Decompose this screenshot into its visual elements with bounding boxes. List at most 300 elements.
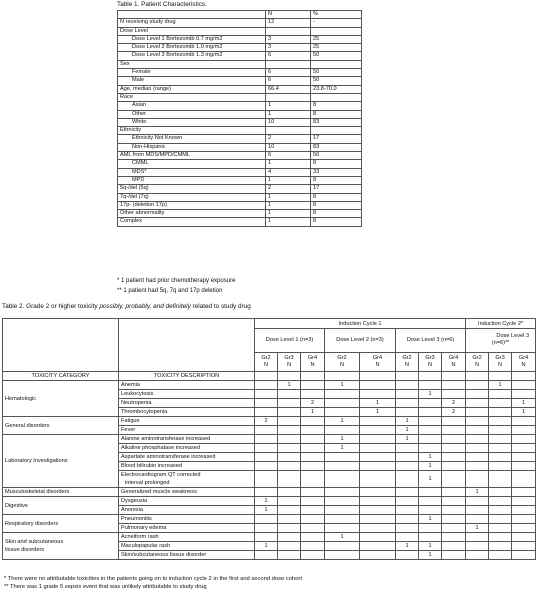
count-cell: [278, 488, 301, 497]
count-cell: [442, 444, 466, 453]
table-row: [3, 381, 536, 390]
row-pct: 17: [311, 135, 362, 143]
row-label: Ethnicity Not Known: [118, 135, 266, 143]
grade-header-cell: [466, 352, 489, 371]
count-cell: 1: [278, 381, 301, 390]
count-cell: [419, 524, 442, 533]
count-cell: [466, 381, 489, 390]
table-row: [118, 168, 362, 176]
table-row: [118, 110, 362, 118]
count-cell: [278, 497, 301, 506]
grade-n-label: N: [475, 361, 480, 368]
row-pct: [311, 60, 362, 68]
row-pct: 83: [311, 118, 362, 126]
toxicity-description: [119, 551, 255, 560]
row-n: 1: [266, 201, 311, 209]
count-cell: [325, 515, 360, 524]
row-label: Dose Level 2 Bortezomib 1.0 mg/m2: [118, 44, 266, 52]
dose-level-3-cycle2-header: [466, 329, 536, 353]
count-cell: [301, 488, 325, 497]
cycle1-header: Induction Cycle 1: [255, 319, 466, 329]
count-cell: [360, 453, 396, 462]
row-pct: -: [311, 19, 362, 27]
row-n: 1: [266, 193, 311, 201]
count-cell: 1: [396, 417, 419, 426]
count-cell: [512, 515, 536, 524]
row-label: Non-Hispanic: [118, 143, 266, 151]
table1-notes: [117, 276, 235, 296]
count-cell: [512, 471, 536, 488]
toxicity-description: [119, 497, 255, 506]
toxicity-category-label: Laboratory Investigations: [5, 458, 68, 464]
column-label-category: TOXICITY CATEGORY: [3, 372, 119, 381]
toxicity-description: [119, 444, 255, 453]
cycle2-header: Induction Cycle 2*: [466, 319, 536, 329]
row-n: 6: [266, 152, 311, 160]
grade-header-cell: [278, 352, 301, 371]
count-cell: 1: [489, 381, 512, 390]
count-cell: [325, 390, 360, 399]
grade-label: Gr4: [518, 354, 529, 361]
count-cell: [278, 444, 301, 453]
count-cell: 1: [255, 497, 278, 506]
count-cell: [512, 551, 536, 560]
count-cell: [442, 488, 466, 497]
count-cell: [466, 390, 489, 399]
count-cell: [301, 390, 325, 399]
patient-characteristics-body: [118, 11, 362, 227]
count-cell: [396, 515, 419, 524]
count-cell: 1: [512, 408, 536, 417]
count-cell: [278, 506, 301, 515]
count-cell: [512, 390, 536, 399]
table-row: [3, 435, 536, 444]
row-label: 17p- (deletion 17p): [118, 201, 266, 209]
toxicity-table-body: [3, 319, 536, 560]
count-cell: [466, 444, 489, 453]
grade-n-label: N: [521, 361, 526, 368]
column-label-blank: [512, 372, 536, 381]
grade-header-cell: [419, 352, 442, 371]
row-label: 7q-/del (7q): [118, 193, 266, 201]
grade-header-cell: [360, 352, 396, 371]
count-cell: 1: [325, 435, 360, 444]
row-pct: 17: [311, 185, 362, 193]
table-row: [118, 152, 362, 160]
row-pct: 50: [311, 152, 362, 160]
count-cell: [442, 417, 466, 426]
toxicity-description-label-line2: interval prolonged: [125, 480, 170, 486]
row-pct: 8: [311, 201, 362, 209]
grade-header-cell: [512, 352, 536, 371]
grade-header-cell: [255, 352, 278, 371]
count-cell: [419, 435, 442, 444]
grade-label: Gr2: [261, 354, 271, 361]
patient-characteristics-table: [117, 10, 362, 227]
count-cell: [301, 381, 325, 390]
table-row: [118, 210, 362, 218]
toxicity-category: [3, 497, 119, 515]
table-row: [118, 27, 362, 35]
table-row: [118, 44, 362, 52]
toxicity-category: [3, 488, 119, 497]
count-cell: [489, 417, 512, 426]
count-cell: 1: [360, 408, 396, 417]
table1-note: ** 1 patient had 5q, 7q and 17p deletion: [117, 288, 223, 294]
table2-caption-text: Table 2. Grade 2 or higher toxicity: [2, 303, 100, 310]
column-label-blank: [325, 372, 360, 381]
table-row: [118, 77, 362, 85]
row-n: 4: [266, 168, 311, 176]
toxicity-description: [119, 506, 255, 515]
row-label: Asian: [118, 102, 266, 110]
count-cell: 1: [360, 399, 396, 408]
column-label-blank: [442, 372, 466, 381]
toxicity-description-label: Acneiform rash: [121, 534, 159, 540]
count-cell: [442, 435, 466, 444]
count-cell: [255, 390, 278, 399]
toxicity-description-label: Fever: [121, 427, 136, 433]
count-cell: [512, 506, 536, 515]
grade-header-cell: [442, 352, 466, 371]
toxicity-category: [3, 381, 119, 417]
count-cell: [325, 506, 360, 515]
toxicity-description-label: Anemia: [121, 382, 140, 388]
row-label: MPD: [118, 176, 266, 184]
count-cell: [466, 399, 489, 408]
row-pct: 33: [311, 168, 362, 176]
count-cell: [325, 471, 360, 488]
count-cell: [278, 524, 301, 533]
count-cell: [301, 417, 325, 426]
count-cell: 1: [419, 471, 442, 488]
count-cell: [278, 390, 301, 399]
count-cell: [255, 381, 278, 390]
count-cell: [325, 426, 360, 435]
count-cell: [278, 435, 301, 444]
count-cell: [360, 390, 396, 399]
toxicity-description: [119, 462, 255, 471]
table-row: [118, 143, 362, 151]
count-cell: 1: [325, 381, 360, 390]
count-cell: [325, 462, 360, 471]
row-n: 3: [266, 35, 311, 43]
count-cell: 1: [325, 417, 360, 426]
count-cell: [489, 444, 512, 453]
toxicity-table: [2, 318, 536, 560]
count-cell: [512, 444, 536, 453]
count-cell: [325, 524, 360, 533]
count-cell: [255, 453, 278, 462]
header-cell: [118, 11, 266, 19]
count-cell: [278, 462, 301, 471]
column-label-blank: [396, 372, 419, 381]
grade-label: Gr2: [337, 354, 347, 361]
count-cell: [512, 497, 536, 506]
grade-label: Gr3: [495, 354, 505, 361]
count-cell: 1: [255, 506, 278, 515]
row-pct: 50: [311, 77, 362, 85]
column-label-blank: [360, 372, 396, 381]
count-cell: [255, 399, 278, 408]
count-cell: [301, 551, 325, 560]
row-pct: 50: [311, 69, 362, 77]
table-row: [118, 93, 362, 101]
table-row: [118, 85, 362, 93]
row-label: MDS*: [118, 168, 266, 176]
grade-n-label: N: [427, 361, 433, 368]
count-cell: [301, 453, 325, 462]
count-cell: 1: [419, 551, 442, 560]
toxicity-description-label: Anorexia: [121, 507, 144, 513]
toxicity-description: [119, 426, 255, 435]
column-label-blank: [489, 372, 512, 381]
toxicity-description: [119, 524, 255, 533]
count-cell: [278, 515, 301, 524]
count-cell: 1: [419, 542, 442, 551]
column-label-blank: [301, 372, 325, 381]
table2-footnote: ** There was 1 grade 5 sepsis event that was unlikely attributable to study drug: [4, 584, 207, 590]
count-cell: [255, 551, 278, 560]
count-cell: [301, 435, 325, 444]
toxicity-category-label: General disorders: [5, 422, 50, 429]
table-row: [118, 102, 362, 110]
count-cell: [360, 497, 396, 506]
toxicity-category-label: Digestive: [5, 502, 29, 509]
count-cell: [360, 426, 396, 435]
count-cell: [360, 471, 396, 488]
count-cell: [466, 426, 489, 435]
row-label: AML from MDS/MPD/CMML: [118, 152, 266, 160]
toxicity-description-label: Pulmonary edema: [121, 525, 167, 531]
row-n: 10: [266, 118, 311, 126]
column-label-blank: [419, 372, 442, 381]
grade-n-label: N: [498, 361, 503, 368]
count-cell: [489, 426, 512, 435]
table-row: [118, 218, 362, 226]
count-cell: [442, 506, 466, 515]
count-cell: [442, 453, 466, 462]
row-label: Ethnicity: [118, 127, 266, 135]
count-cell: [278, 399, 301, 408]
count-cell: [489, 524, 512, 533]
count-cell: [466, 551, 489, 560]
count-cell: [489, 390, 512, 399]
count-cell: [360, 435, 396, 444]
row-pct: 8: [311, 102, 362, 110]
count-cell: [442, 390, 466, 399]
row-pct: 8: [311, 176, 362, 184]
column-label-description: TOXICITY DESCRIPTION: [119, 372, 255, 381]
count-cell: 1: [325, 444, 360, 453]
table-row: [118, 201, 362, 209]
count-cell: [489, 453, 512, 462]
row-label: Complex: [118, 218, 266, 226]
count-cell: [325, 488, 360, 497]
grade-label: Gr2: [402, 354, 412, 361]
count-cell: [466, 533, 489, 542]
count-cell: [278, 426, 301, 435]
toxicity-category-label: Skin and subcutaneous: [5, 539, 64, 545]
header-cell-pct: %: [311, 11, 362, 19]
toxicity-category: [3, 533, 119, 560]
count-cell: [442, 515, 466, 524]
count-cell: [466, 453, 489, 462]
count-cell: [255, 488, 278, 497]
row-pct: 8: [311, 160, 362, 168]
count-cell: [278, 408, 301, 417]
table-row: [118, 176, 362, 184]
row-pct: [311, 93, 362, 101]
toxicity-description-label: Generalized muscle weakness: [121, 489, 197, 495]
count-cell: [396, 551, 419, 560]
row-n: 6: [266, 69, 311, 77]
count-cell: [512, 488, 536, 497]
row-pct: 8: [311, 193, 362, 201]
count-cell: [325, 497, 360, 506]
cycle-header-row: [3, 319, 536, 329]
count-cell: [442, 426, 466, 435]
toxicity-category: [3, 515, 119, 533]
row-pct: [311, 27, 362, 35]
count-cell: [396, 399, 419, 408]
grade-label: Gr2: [472, 354, 482, 361]
table-row: [3, 417, 536, 426]
count-cell: [489, 471, 512, 488]
toxicity-category: [3, 417, 119, 435]
row-n: 1: [266, 176, 311, 184]
row-pct: [311, 127, 362, 135]
row-n: [266, 127, 311, 135]
count-cell: [301, 506, 325, 515]
table-row: [118, 52, 362, 60]
count-cell: [466, 506, 489, 515]
count-cell: [419, 399, 442, 408]
row-pct: 23.8-70.0: [311, 85, 362, 93]
count-cell: [255, 444, 278, 453]
count-cell: 1: [255, 542, 278, 551]
toxicity-description: [119, 488, 255, 497]
count-cell: [512, 381, 536, 390]
toxicity-description-label: Leukocytosis: [121, 391, 154, 397]
toxicity-description: [119, 399, 255, 408]
count-cell: [442, 533, 466, 542]
count-cell: [325, 551, 360, 560]
count-cell: [512, 533, 536, 542]
toxicity-category: [3, 435, 119, 488]
count-cell: [325, 453, 360, 462]
toxicity-description: [119, 542, 255, 551]
row-n: 1: [266, 110, 311, 118]
count-cell: [396, 533, 419, 542]
count-cell: [419, 497, 442, 506]
count-cell: 1: [466, 488, 489, 497]
dose-level-3-cycle2-line1: Dose Level 3: [496, 333, 530, 340]
row-label: White: [118, 118, 266, 126]
count-cell: [325, 408, 360, 417]
table-row: [118, 135, 362, 143]
count-cell: [419, 381, 442, 390]
row-label: Other: [118, 110, 266, 118]
toxicity-description-label: Dysgeusia: [121, 498, 148, 504]
table-row: [118, 118, 362, 126]
toxicity-description-label: Maculopapular rash: [121, 543, 171, 549]
grade-n-label: N: [310, 361, 315, 368]
count-cell: [301, 444, 325, 453]
count-cell: [442, 524, 466, 533]
toxicity-description: [119, 435, 255, 444]
row-label: Sex: [118, 60, 266, 68]
header-blank-category: [3, 319, 119, 372]
row-n: [266, 60, 311, 68]
grade-label: Gr3: [425, 354, 435, 361]
table-row: [118, 185, 362, 193]
count-cell: [301, 542, 325, 551]
count-cell: [325, 399, 360, 408]
toxicity-category-label: Respiratory disorders: [5, 520, 59, 527]
count-cell: [396, 506, 419, 515]
count-cell: [442, 471, 466, 488]
count-cell: [512, 453, 536, 462]
grade-label: Gr4: [372, 354, 383, 361]
count-cell: 1: [419, 515, 442, 524]
count-cell: [466, 417, 489, 426]
count-cell: [442, 551, 466, 560]
count-cell: [419, 488, 442, 497]
toxicity-description-label: Alanine aminotransferase increased: [121, 436, 211, 442]
count-cell: [255, 408, 278, 417]
toxicity-description-label: Alkaline phosphatase increased: [121, 445, 200, 451]
count-cell: [278, 551, 301, 560]
dose-level-1-header: Dose Level 1 (n=3): [255, 329, 325, 353]
table-row: [118, 35, 362, 43]
count-cell: [360, 524, 396, 533]
row-label: Race: [118, 93, 266, 101]
grade-n-label: N: [375, 361, 380, 368]
count-cell: [360, 417, 396, 426]
count-cell: [512, 524, 536, 533]
toxicity-description: [119, 515, 255, 524]
table-row: [3, 515, 536, 524]
count-cell: [360, 381, 396, 390]
count-cell: [360, 488, 396, 497]
count-cell: [360, 542, 396, 551]
count-cell: [396, 524, 419, 533]
table2-caption: [2, 303, 251, 311]
toxicity-category-label-line2: tissue disorders: [5, 547, 45, 553]
table2-caption-text-end: related to study drug: [190, 303, 251, 310]
count-cell: [489, 551, 512, 560]
count-cell: [489, 462, 512, 471]
count-cell: 1: [301, 408, 325, 417]
dose-level-2-header: Dose Level 2 (n=3): [325, 329, 396, 353]
count-cell: [301, 462, 325, 471]
table-row: [118, 60, 362, 68]
row-label: Dose Level: [118, 27, 266, 35]
row-pct: 50: [311, 52, 362, 60]
toxicity-description: [119, 453, 255, 462]
grade-n-label: N: [404, 361, 410, 368]
count-cell: [489, 399, 512, 408]
count-cell: [512, 542, 536, 551]
row-n: 1: [266, 210, 311, 218]
count-cell: [396, 381, 419, 390]
count-cell: [255, 462, 278, 471]
count-cell: [360, 533, 396, 542]
row-n: 2: [266, 135, 311, 143]
count-cell: [489, 497, 512, 506]
grade-label: Gr4: [448, 354, 459, 361]
